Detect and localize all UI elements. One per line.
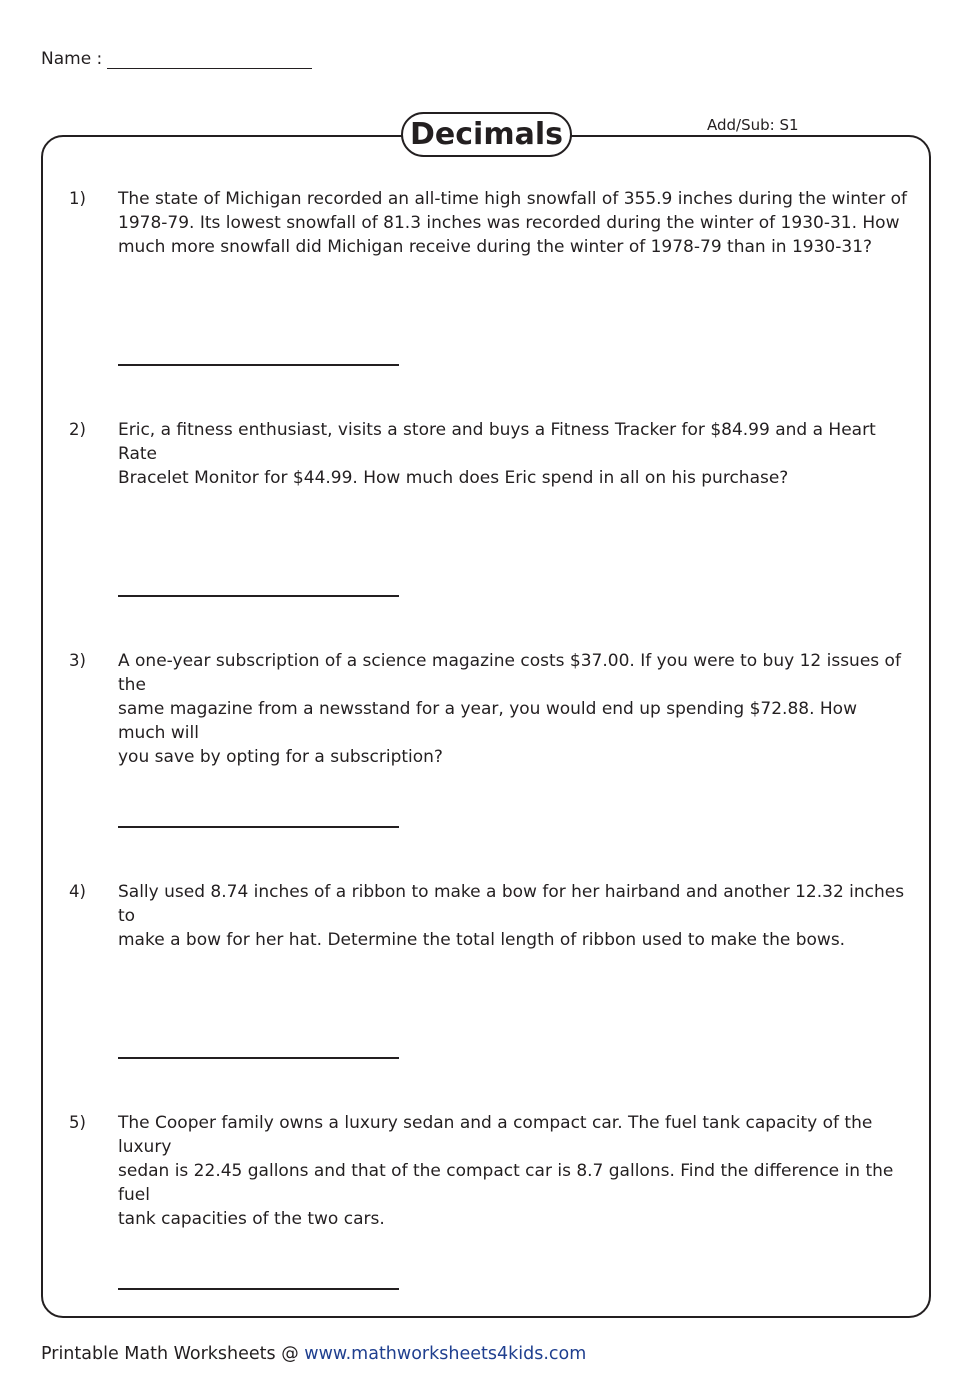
- footer-link[interactable]: www.mathworksheets4kids.com: [304, 1344, 587, 1364]
- answer-line[interactable]: [118, 595, 399, 597]
- question-text: The state of Michigan recorded an all-time high snowfall of 355.9 inches during the winter of 1978-79. Its lowest snowfall of 81.3 inches was recorded during the winter of 1930-31. How much more snowfall did Michigan receive during the winter of 1978-79 than in 1930-31?: [118, 189, 907, 257]
- footer: [41, 1344, 586, 1364]
- worksheet-title: Decimals: [401, 112, 572, 157]
- question-text: A one-year subscription of a science magazine costs $37.00. If you were to buy 12 issues of the same magazine from a newsstand for a year, you would end up spending $72.88. How much will you save by opting for a subscription?: [118, 651, 901, 767]
- question-text: Sally used 8.74 inches of a ribbon to make a bow for her hairband and another 12.32 inches to make a bow for her hat. Determine the total length of ribbon used to make the bows.: [118, 882, 905, 950]
- name-field-row: [41, 48, 312, 69]
- question-number: 4): [69, 882, 86, 901]
- answer-line[interactable]: [118, 1288, 399, 1290]
- question-text: Eric, a fitness enthusiast, visits a store and buys a Fitness Tracker for $84.99 and a Heart Rate Bracelet Monitor for $44.99. How much does Eric spend in all on his purchase?: [118, 420, 876, 488]
- question-number: 5): [69, 1113, 86, 1132]
- question-text: The Cooper family owns a luxury sedan and a compact car. The fuel tank capacity of the luxury sedan is 22.45 gallons and that of the compact car is 8.7 gallons. Find the difference in the fuel tank capacities of the two cars.: [118, 1113, 894, 1229]
- question-number: 1): [69, 189, 86, 208]
- answer-line[interactable]: [118, 1057, 399, 1059]
- answer-line[interactable]: [118, 364, 399, 366]
- name-input-line[interactable]: [107, 48, 312, 69]
- footer-text: Printable Math Worksheets @: [41, 1344, 305, 1364]
- name-label: Name :: [41, 49, 103, 69]
- question-number: 2): [69, 420, 86, 439]
- worksheet-code: Add/Sub: S1: [707, 116, 799, 134]
- question-number: 3): [69, 651, 86, 670]
- answer-line[interactable]: [118, 826, 399, 828]
